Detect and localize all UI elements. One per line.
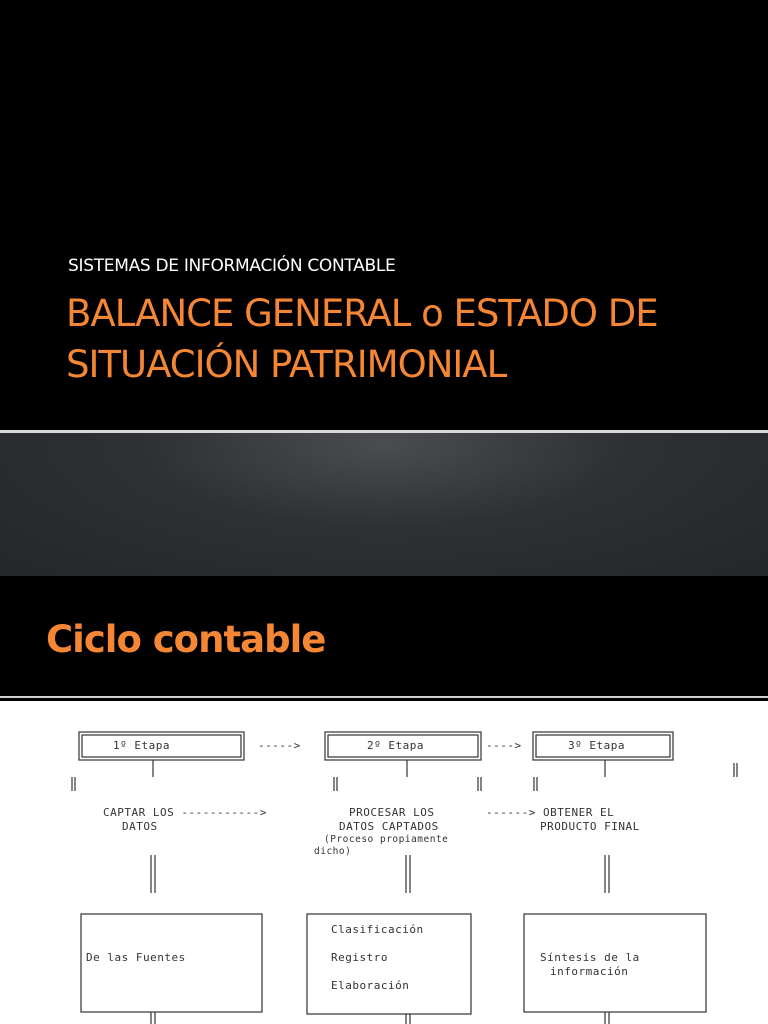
step-3-line-1: ------> OBTENER EL <box>486 806 615 819</box>
step-2-note-line-2: dicho) <box>314 846 352 857</box>
second-slide <box>0 576 768 696</box>
step-2-note-line-1: (Proceso propiamente <box>324 834 449 845</box>
processing-item-1: Clasificación <box>331 923 424 936</box>
accounting-cycle-diagram <box>0 701 768 1024</box>
stage-1-arrow: -----> <box>258 739 301 752</box>
stage-1-label: 1º Etapa <box>113 739 170 752</box>
stage-2-label: 2º Etapa <box>367 739 424 752</box>
synthesis-line-2: información <box>550 965 629 978</box>
slide-subtitle: SISTEMAS DE INFORMACIÓN CONTABLE <box>68 256 396 276</box>
slide-title <box>66 288 756 390</box>
source-box-text: De las Fuentes <box>86 951 186 964</box>
slide-title-line-1: BALANCE GENERAL o ESTADO DE <box>66 292 658 335</box>
processing-item-2: Registro <box>331 951 388 964</box>
step-2-line-1: PROCESAR LOS <box>349 806 435 819</box>
slide-footer-band <box>0 433 768 576</box>
stage-3-label: 3º Etapa <box>568 739 625 752</box>
slide-title-line-2: SITUACIÓN PATRIMONIAL <box>66 343 507 386</box>
separator-line-bottom <box>0 696 768 698</box>
title-slide <box>0 0 768 430</box>
step-1-line-2: DATOS <box>122 820 158 833</box>
processing-item-3: Elaboración <box>331 979 410 992</box>
step-1-line-1: CAPTAR LOS -----------> <box>103 806 267 819</box>
stage-2-arrow: ----> <box>486 739 522 752</box>
second-slide-title: Ciclo contable <box>46 618 326 661</box>
step-3-line-2: PRODUCTO FINAL <box>540 820 640 833</box>
synthesis-line-1: Síntesis de la <box>540 951 640 964</box>
step-2-line-2: DATOS CAPTADOS <box>339 820 439 833</box>
